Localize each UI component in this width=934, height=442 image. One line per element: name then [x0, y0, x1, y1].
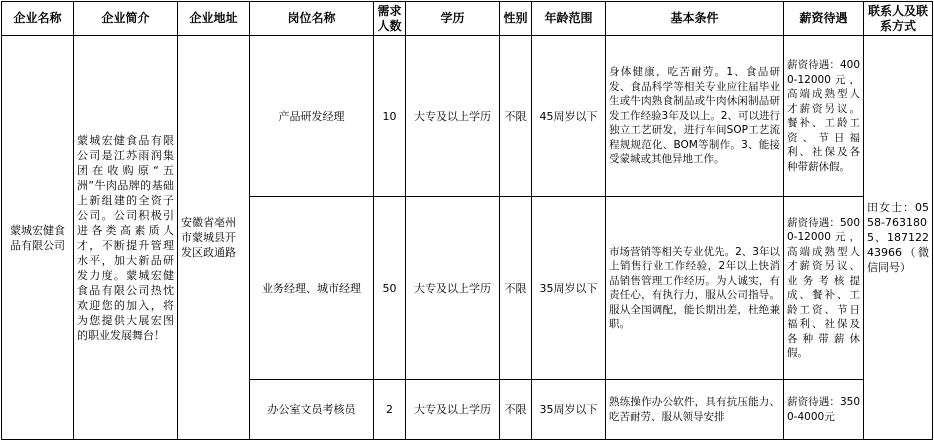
header-contact: 联系人及联系方式 — [864, 2, 933, 36]
header-company-address: 企业地址 — [178, 2, 250, 36]
header-gender: 性别 — [500, 2, 532, 36]
job-education: 大专及以上学历 — [406, 36, 500, 197]
job-position: 办公室文员考核员 — [250, 380, 374, 440]
company-name: 蒙城宏健食品有限公司 — [2, 36, 74, 440]
table-row — [2, 36, 933, 197]
company-intro: 蒙城宏健食品有限公司是江苏雨润集团在收购原“五洲”牛肉品牌的基础上新组建的全资子公司。公司积极引进各类高素质人才，不断提升管理水平，加大新品研发力度。蒙城宏健食品有限公司热忱欢迎您的加入，将为您提供大展宏图的职业发展舞台！ — [74, 36, 178, 440]
job-salary: 薪资待遇：3500-4000元 — [784, 380, 864, 440]
job-age: 35周岁以下 — [532, 380, 606, 440]
job-gender: 不限 — [500, 36, 532, 197]
header-headcount: 需求人数 — [374, 2, 406, 36]
job-gender: 不限 — [500, 197, 532, 380]
company-address: 安徽省亳州市蒙城县开发区政通路 — [178, 36, 250, 440]
job-position: 业务经理、城市经理 — [250, 197, 374, 380]
recruitment-table — [1, 1, 933, 440]
contact-info: 田女士：0558-7631805、18712243966（微信同号） — [864, 36, 933, 440]
header-age-range: 年龄范围 — [532, 2, 606, 36]
job-headcount: 10 — [374, 36, 406, 197]
job-requirements: 市场营销等相关专业优先。2、3年以上销售行业工作经验，2年以上快消品销售管理工作经历。为人诚实，有责任心，有执行力，服从公司指导。服从全国调配，能长期出差，杜绝兼职。 — [606, 197, 784, 380]
header-row — [2, 2, 933, 36]
job-age: 35周岁以下 — [532, 197, 606, 380]
job-requirements: 身体健康，吃苦耐劳。1、食品研发、食品科学等相关专业应往届毕业生或牛肉熟食制品或牛肉休闲制品研发工作经验3年及以上。2、可以进行独立工艺研发，进行车间SOP工艺流程规规范化、BOM等制作。3、能接受蒙城或其他异地工作。 — [606, 36, 784, 197]
job-position: 产品研发经理 — [250, 36, 374, 197]
header-education: 学历 — [406, 2, 500, 36]
header-company-intro: 企业简介 — [74, 2, 178, 36]
header-position: 岗位名称 — [250, 2, 374, 36]
job-education: 大专及以上学历 — [406, 197, 500, 380]
job-requirements: 熟练操作办公软件，具有抗压能力、吃苦耐劳、服从领导安排 — [606, 380, 784, 440]
job-salary: 薪资待遇：4000-12000元，高端成熟型人才薪资另议。餐补、工龄工资、节日福利、社保及各种带薪休假。 — [784, 36, 864, 197]
job-gender: 不限 — [500, 380, 532, 440]
header-company-name: 企业名称 — [2, 2, 74, 36]
job-salary: 薪资待遇：5000-12000元，高端成熟型人才薪资另议、业务考核提成、餐补、工龄工资、节日福利、社保及各种带薪休假。 — [784, 197, 864, 380]
header-salary: 薪资待遇 — [784, 2, 864, 36]
header-requirements: 基本条件 — [606, 2, 784, 36]
job-headcount: 50 — [374, 197, 406, 380]
job-age: 45周岁以下 — [532, 36, 606, 197]
job-headcount: 2 — [374, 380, 406, 440]
job-education: 大专及以上学历 — [406, 380, 500, 440]
